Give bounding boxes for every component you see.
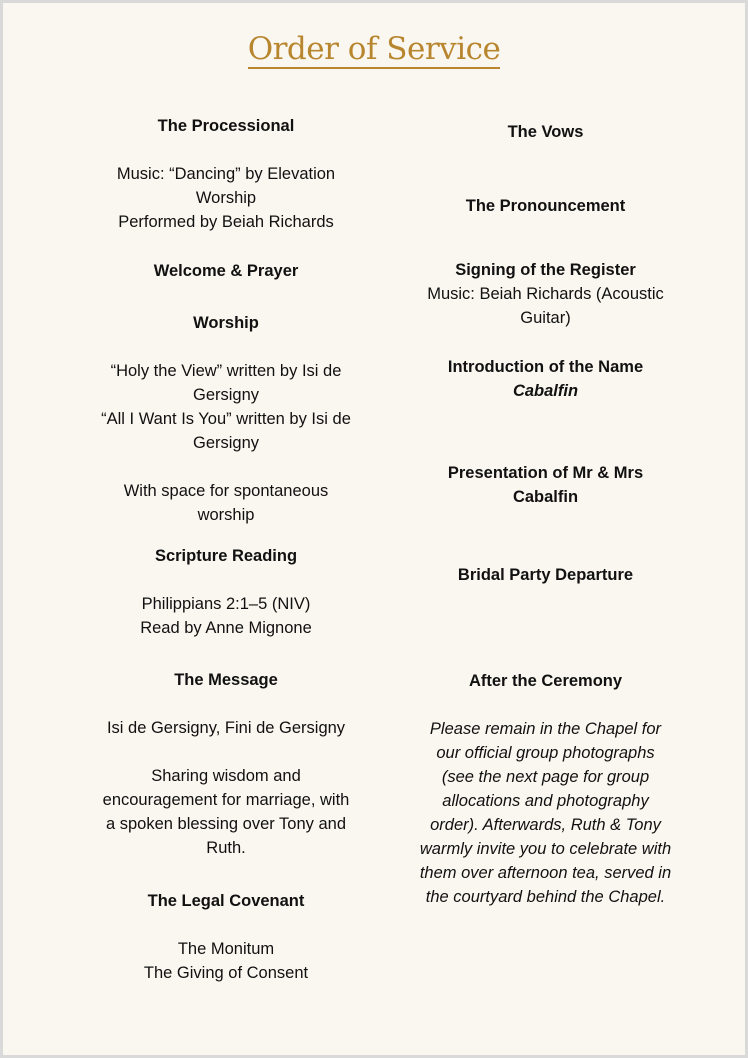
section-vows bbox=[403, 120, 688, 144]
section-after bbox=[403, 669, 688, 909]
section-heading: The Legal Covenant bbox=[147, 892, 305, 910]
section-text: Music: Beiah Richards (Acoustic bbox=[427, 285, 664, 303]
section-text: Ruth. bbox=[206, 839, 246, 857]
section-text: a spoken blessing over Tony and bbox=[105, 815, 347, 833]
section-text: the courtyard behind the Chapel. bbox=[425, 888, 666, 906]
section-text: Music: “Dancing” by Elevation bbox=[116, 165, 336, 183]
section-text: Isi de Gersigny, Fini de Gersigny bbox=[106, 719, 346, 737]
section-text: Please remain in the Chapel for bbox=[429, 720, 662, 738]
page-title-text: Order of Service bbox=[247, 31, 501, 67]
section-heading: Introduction of the Name bbox=[447, 358, 644, 376]
section-welcome bbox=[86, 259, 366, 283]
section-heading: Presentation of Mr & Mrs bbox=[447, 464, 644, 482]
section-text: worship bbox=[197, 506, 255, 524]
section-register bbox=[403, 258, 688, 330]
section-heading: The Pronouncement bbox=[465, 197, 626, 215]
section-text: Worship bbox=[195, 189, 257, 207]
section-heading: Welcome & Prayer bbox=[153, 262, 299, 280]
section-heading: After the Ceremony bbox=[468, 672, 623, 690]
section-text: With space for spontaneous bbox=[123, 482, 329, 500]
section-heading: Bridal Party Departure bbox=[457, 566, 634, 584]
right-column bbox=[403, 3, 688, 1003]
section-text: them over afternoon tea, served in bbox=[419, 864, 672, 882]
section-text: The Giving of Consent bbox=[143, 964, 309, 982]
section-text: “All I Want Is You” written by Isi de bbox=[101, 410, 351, 428]
section-text: Performed by Beiah Richards bbox=[118, 213, 334, 231]
section-text: warmly invite you to celebrate with bbox=[419, 840, 672, 858]
document-page bbox=[3, 3, 745, 1055]
section-text: Philippians 2:1–5 (NIV) bbox=[141, 595, 311, 613]
section-text: Cabalfin bbox=[512, 382, 579, 400]
section-text: Guitar) bbox=[520, 309, 571, 327]
section-text: (see the next page for group bbox=[441, 768, 650, 786]
section-message bbox=[86, 668, 366, 860]
section-worship bbox=[86, 311, 366, 527]
section-text: encouragement for marriage, with bbox=[102, 791, 350, 809]
section-text: Sharing wisdom and bbox=[151, 767, 301, 785]
section-text: Gersigny bbox=[192, 434, 260, 452]
section-heading: The Message bbox=[174, 671, 278, 689]
section-heading: The Processional bbox=[157, 117, 295, 135]
section-departure bbox=[403, 563, 688, 587]
section-text: Gersigny bbox=[192, 386, 260, 404]
section-text: allocations and photography bbox=[442, 792, 649, 810]
section-heading: Worship bbox=[193, 314, 259, 332]
section-text: order). Afterwards, Ruth & Tony bbox=[430, 816, 661, 834]
section-text: The Monitum bbox=[177, 940, 275, 958]
section-heading: Cabalfin bbox=[512, 488, 579, 506]
section-name bbox=[403, 355, 688, 403]
section-text: Read by Anne Mignone bbox=[140, 619, 312, 637]
section-text: “Holy the View” written by Isi de bbox=[110, 362, 342, 380]
section-text: our official group photographs bbox=[436, 744, 655, 762]
section-pronouncement bbox=[403, 194, 688, 218]
section-legal bbox=[86, 889, 366, 985]
section-heading: Scripture Reading bbox=[154, 547, 298, 565]
section-heading: The Vows bbox=[507, 123, 584, 141]
section-heading: Signing of the Register bbox=[455, 261, 636, 279]
section-scripture bbox=[86, 544, 366, 640]
section-presentation bbox=[403, 461, 688, 509]
left-column bbox=[86, 3, 366, 1003]
section-processional bbox=[86, 114, 366, 234]
